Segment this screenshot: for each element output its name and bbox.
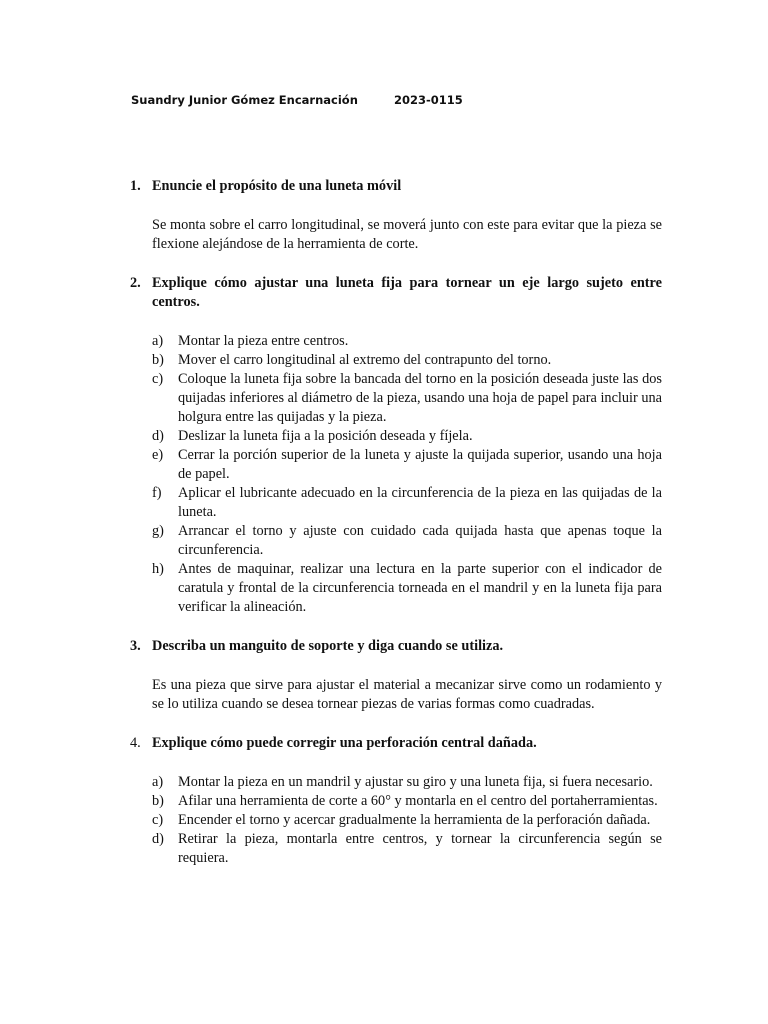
item-label: d): [152, 831, 164, 847]
item-text: Montar la pieza en un mandril y ajustar su giro y una luneta fija, si fuera necesario.: [178, 774, 653, 790]
list-item: [152, 332, 662, 351]
item-label: c): [152, 812, 164, 828]
question-4: [130, 734, 662, 753]
question-2: [130, 274, 662, 312]
item-label: d): [152, 428, 164, 444]
question-title: Describa un manguito de soporte y diga cuando se utiliza.: [152, 638, 504, 654]
question-number: 1.: [130, 178, 141, 194]
steps-list-2: [152, 332, 662, 617]
list-item: [152, 773, 662, 792]
item-text: Afilar una herramienta de corte a 60° y montarla en el centro del portaherramientas.: [178, 793, 658, 809]
item-text: Mover el carro longitudinal al extremo del contrapunto del torno.: [178, 352, 552, 368]
item-text: Encender el torno y acercar gradualmente la herramienta de la perforación dañada.: [178, 812, 651, 828]
list-item: [152, 370, 662, 427]
question-1: [130, 177, 662, 196]
question-title: Explique cómo ajustar una luneta fija para tornear un eje largo sujeto entre centros.: [152, 275, 662, 310]
question-number: 2.: [130, 275, 141, 291]
answer-3: Es una pieza que sirve para ajustar el material a mecanizar sirve como un rodamiento y se lo utiliza cuando se desea tornear piezas de varias formas como cuadradas.: [152, 677, 662, 712]
item-text: Deslizar la luneta fija a la posición deseada y fíjela.: [178, 428, 473, 444]
item-label: a): [152, 333, 164, 349]
student-name: Suandry Junior Gómez Encarnación: [131, 93, 358, 107]
question-title: Enuncie el propósito de una luneta móvil: [152, 178, 402, 194]
item-label: a): [152, 774, 164, 790]
item-label: e): [152, 447, 164, 463]
item-label: h): [152, 561, 164, 577]
item-text: Aplicar el lubricante adecuado en la circunferencia de la pieza en las quijadas de la luneta.: [178, 485, 662, 520]
item-text: Retirar la pieza, montarla entre centros, y tornear la circunferencia según se requiera.: [178, 831, 662, 866]
item-label: g): [152, 523, 164, 539]
item-label: f): [152, 485, 162, 501]
list-item: [152, 446, 662, 484]
student-id: 2023-0115: [394, 93, 463, 107]
content: [130, 177, 662, 868]
list-item: [152, 484, 662, 522]
list-item: [152, 351, 662, 370]
list-item: [152, 427, 662, 446]
item-text: Antes de maquinar, realizar una lectura en la parte superior con el indicador de caratula y frontal de la circunferencia torneada en el mandril y en la luneta fija para verificar la alineación.: [178, 561, 662, 615]
question-3: [130, 637, 662, 656]
list-item: [152, 522, 662, 560]
item-text: Cerrar la porción superior de la luneta y ajuste la quijada superior, usando una hoja de papel.: [178, 447, 662, 482]
question-number: 3.: [130, 638, 141, 654]
header: [131, 93, 463, 107]
answer-1: Se monta sobre el carro longitudinal, se moverá junto con este para evitar que la pieza se flexione alejándose de la herramienta de corte.: [152, 217, 662, 252]
list-item: [152, 830, 662, 868]
item-text: Arrancar el torno y ajuste con cuidado cada quijada hasta que apenas toque la circunferencia.: [178, 523, 662, 558]
list-item: [152, 792, 662, 811]
item-label: b): [152, 793, 164, 809]
question-title: Explique cómo puede corregir una perforación central dañada.: [152, 735, 537, 751]
list-item: [152, 560, 662, 617]
item-text: Montar la pieza entre centros.: [178, 333, 349, 349]
item-label: c): [152, 371, 164, 387]
item-label: b): [152, 352, 164, 368]
question-number: 4.: [130, 735, 141, 751]
list-item: [152, 811, 662, 830]
item-text: Coloque la luneta fija sobre la bancada del torno en la posición deseada juste las dos quijadas inferiores al diámetro de la pieza, usando una hoja de papel para incluir una holgura entre las quijadas y la pieza.: [178, 371, 662, 425]
steps-list-4: [152, 773, 662, 868]
